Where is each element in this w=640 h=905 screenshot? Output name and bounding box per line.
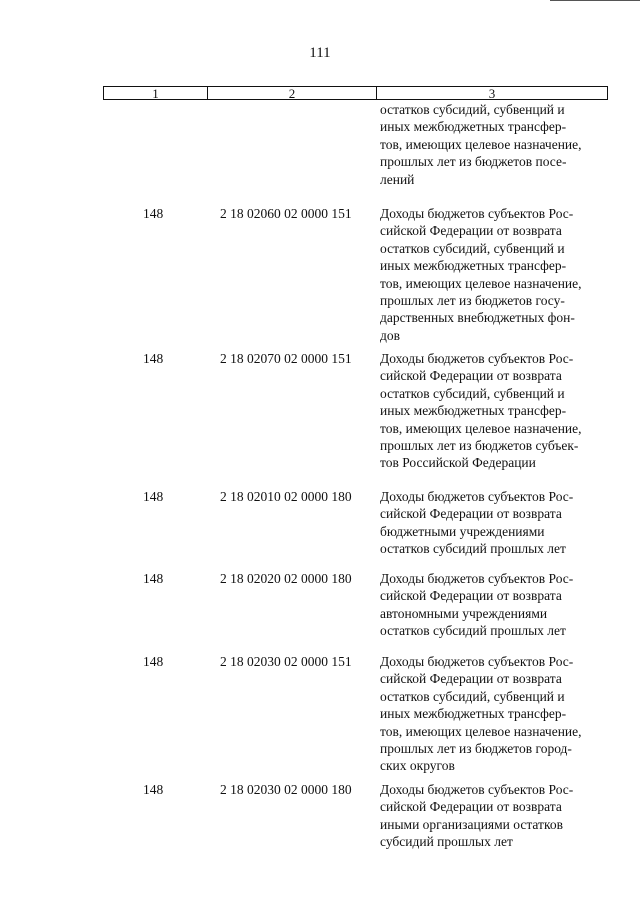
top-edge-rule [550, 0, 640, 5]
admin-code: 148 [143, 571, 164, 586]
continued-description: остатков субсидий, субвенций и иных межбюджетных трансфер- тов, имеющих целевое назначение, прошлых лет из бюджетов посе- лений [380, 102, 582, 187]
row-description: Доходы бюджетов субъектов Рос- сийской Федерации от возврата бюджетными учреждениями остатков субсидий прошлых лет [380, 489, 574, 557]
row-description: Доходы бюджетов субъектов Рос- сийской Федерации от возврата остатков субсидий, субвенций и иных межбюджетных трансфер- тов, имеющих целевое назначение, прошлых лет из бюджетов город- ских округов [380, 654, 582, 774]
header-col-1: 1 [104, 87, 208, 99]
header-col-3: 3 [488, 85, 496, 101]
kbk-code: 2 18 02030 02 0000 180 [220, 782, 352, 797]
admin-code: 148 [143, 351, 164, 366]
table-header [103, 86, 608, 100]
row-description: Доходы бюджетов субъектов Рос- сийской Федерации от возврата остатков субсидий, субвенций и иных межбюджетных трансфер- тов, имеющих целевое назначение, прошлых лет из бюджетов субъек- тов Российской Федерации [380, 351, 582, 471]
kbk-code: 2 18 02070 02 0000 151 [220, 351, 352, 366]
page-number: 111 [309, 45, 331, 61]
kbk-code: 2 18 02020 02 0000 180 [220, 571, 352, 586]
admin-code: 148 [143, 654, 164, 669]
header-col-2: 2 [208, 87, 377, 99]
admin-code: 148 [143, 206, 164, 221]
admin-code: 148 [143, 489, 164, 504]
kbk-code: 2 18 02030 02 0000 151 [220, 654, 352, 669]
kbk-code: 2 18 02010 02 0000 180 [220, 489, 352, 504]
row-description: Доходы бюджетов субъектов Рос- сийской Федерации от возврата остатков субсидий, субвенций и иных межбюджетных трансфер- тов, имеющих целевое назначение, прошлых лет из бюджетов госу- дарственных внебюджетных фон- дов [380, 206, 582, 343]
row-description: Доходы бюджетов субъектов Рос- сийской Федерации от возврата автономными учреждениями остатков субсидий прошлых лет [380, 571, 574, 639]
kbk-code: 2 18 02060 02 0000 151 [220, 206, 352, 221]
admin-code: 148 [143, 782, 164, 797]
row-description: Доходы бюджетов субъектов Рос- сийской Федерации от возврата иными организациями остатков субсидий прошлых лет [380, 782, 574, 850]
